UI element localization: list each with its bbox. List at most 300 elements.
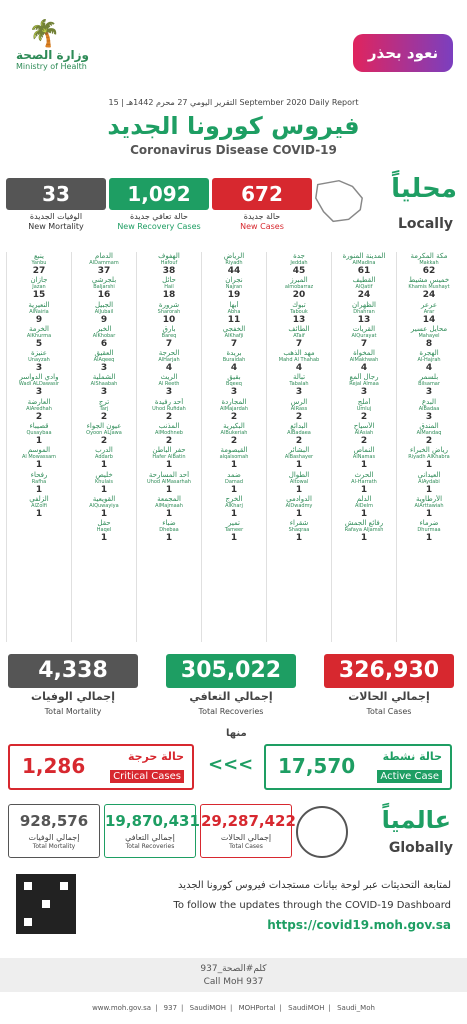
- city-name-en: Hail: [164, 284, 174, 291]
- city-name-ar: الرياض: [223, 252, 245, 260]
- city-name-en: Abha: [227, 308, 241, 315]
- city-name-ar: العيداني: [417, 470, 441, 479]
- city-count: 1: [35, 460, 43, 471]
- active-cases-value: 17,570: [278, 754, 356, 778]
- city-name-en: Najran: [225, 284, 243, 291]
- city-count: 1: [425, 533, 433, 544]
- city-name-en: AlBadaea: [287, 430, 311, 437]
- city-cell: [332, 398, 396, 422]
- critical-cases-value: 1,286: [22, 754, 86, 778]
- city-name-ar: أملج: [357, 397, 371, 406]
- global-recoveries-label-ar: إجمالي التعافي: [125, 833, 175, 842]
- city-cell: [202, 519, 266, 543]
- city-count: 15: [32, 290, 46, 301]
- city-name-ar: البدائع: [290, 422, 308, 431]
- city-name-en: Al-Harrath: [351, 478, 377, 485]
- city-name-ar: بقيق: [227, 373, 241, 382]
- city-cell: [202, 301, 266, 325]
- city-name-ar: القطيف: [352, 276, 376, 285]
- city-name-ar: الدرب: [95, 446, 113, 455]
- city-name-en: Tarj: [99, 405, 109, 412]
- city-name-ar: الحرجة: [158, 349, 180, 358]
- city-name-ar: رفحاء: [30, 470, 48, 479]
- total-mortality-label-ar: إجمالي الوفيات: [31, 690, 115, 703]
- city-name-ar: بلسمر: [419, 373, 439, 382]
- city-count: 1: [360, 533, 368, 544]
- city-name-en: AlQurayat: [351, 332, 377, 339]
- city-count: 1: [230, 508, 238, 519]
- city-count: 1: [360, 508, 368, 519]
- city-column: [201, 252, 266, 642]
- city-count: 14: [422, 314, 436, 325]
- city-name-ar: الهفوف: [158, 252, 180, 260]
- critical-cases-label-ar: حالة حرجة: [127, 750, 184, 763]
- city-count: 9: [35, 314, 43, 325]
- city-cell: [332, 422, 396, 446]
- city-count: 2: [360, 436, 368, 447]
- city-name-en: AlArttawiah: [414, 502, 444, 509]
- city-name-en: Dhahran: [353, 308, 375, 315]
- new-recovery-label: [109, 212, 209, 232]
- city-cell: [397, 349, 461, 373]
- city-count: 20: [292, 290, 306, 301]
- city-count: 1: [35, 484, 43, 495]
- city-name-en: AlMakhwah: [349, 357, 379, 364]
- youtube-link[interactable]: MOHPortal: [238, 1004, 276, 1012]
- report-date: التقرير اليومي 27 محرم 1442هـ | 15 September 2020 Daily Report: [108, 98, 359, 107]
- city-name-ar: بارق: [162, 324, 176, 333]
- city-name-en: Riyadh AlKhabra: [408, 454, 450, 461]
- city-name-en: AlDwadmy: [285, 502, 313, 509]
- city-name-ar: ضمد: [227, 470, 241, 479]
- city-name-ar: البكيرية: [223, 422, 245, 431]
- city-count: 61: [357, 266, 371, 276]
- city-name-ar: المجاردة: [221, 397, 247, 406]
- city-name-en: almobarraz: [284, 284, 314, 291]
- city-count: 2: [165, 436, 173, 447]
- globally-title-en: Globally: [388, 840, 453, 856]
- new-cases-label: [212, 212, 312, 232]
- city-name-en: AlAydabi: [418, 478, 440, 485]
- city-name-en: Yanbu: [31, 260, 47, 266]
- city-name-en: Rafha: [31, 478, 47, 485]
- city-count: 1: [100, 484, 108, 495]
- city-count: 1: [360, 484, 368, 495]
- city-cell: [332, 349, 396, 373]
- active-cases-box: [264, 744, 452, 790]
- city-name-ar: أبها: [229, 300, 239, 309]
- city-count: 2: [295, 436, 303, 447]
- city-name-en: AlDammam: [89, 260, 119, 266]
- city-name-en: Umluj: [356, 405, 372, 412]
- city-count: 4: [165, 363, 173, 374]
- city-count: 1: [230, 533, 238, 544]
- city-cell: [332, 519, 396, 543]
- city-name-en: AlBadaa: [418, 405, 440, 412]
- city-cell: [202, 422, 266, 446]
- city-name-en: Qusaybaa: [26, 430, 52, 437]
- city-count: 4: [425, 363, 433, 374]
- city-cell: [397, 422, 461, 446]
- new-mortality-label-ar: الوفيات الجديدة: [29, 212, 83, 221]
- city-name-ar: المذنب: [158, 422, 180, 431]
- title-ar: فيروس كورونا الجديد: [107, 112, 360, 140]
- city-count: 1: [165, 484, 173, 495]
- city-name-ar: البشائر: [288, 446, 310, 455]
- new-mortality-label-en: New Mortality: [28, 222, 84, 231]
- city-cases-grid: [6, 252, 461, 642]
- city-name-ar: النماص: [353, 446, 375, 455]
- city-name-ar: القويعية: [92, 494, 116, 503]
- city-name-en: AlMadina: [352, 260, 376, 266]
- city-count: 7: [165, 338, 173, 349]
- total-recoveries-value: 305,022: [166, 654, 296, 688]
- city-cell: [202, 446, 266, 470]
- city-cell: [137, 495, 201, 519]
- city-count: 3: [100, 363, 108, 374]
- city-count: 3: [295, 387, 303, 398]
- city-count: 1: [360, 460, 368, 471]
- city-name-en: Damad: [224, 478, 244, 485]
- new-cases-value: 672: [212, 178, 312, 210]
- city-cell: [72, 471, 136, 495]
- city-count: 3: [360, 387, 368, 398]
- global-recoveries-label-en: Total Recoveries: [125, 843, 175, 850]
- city-count: 4: [230, 363, 238, 374]
- city-count: 7: [360, 338, 368, 349]
- city-name-ar: الخرمة: [29, 324, 49, 333]
- city-name-en: Al Reeth: [158, 381, 180, 388]
- city-cell: [72, 325, 136, 349]
- city-name-en: AlNamas: [352, 454, 376, 461]
- city-name-en: Al Mowassam: [21, 454, 57, 461]
- city-cell: [202, 276, 266, 300]
- city-cell: [397, 519, 461, 543]
- critical-cases-box: [8, 744, 194, 790]
- total-cases-value: 326,930: [324, 654, 454, 688]
- global-recoveries-value: 19,870,431: [105, 812, 200, 830]
- city-count: 1: [425, 484, 433, 495]
- city-name-en: Tameer: [224, 527, 244, 534]
- city-count: 7: [295, 338, 303, 349]
- global-cases-label-ar: إجمالي الحالات: [220, 833, 272, 842]
- city-name-en: ATaif: [293, 332, 305, 339]
- city-name-en: Uhod AlMasarhah: [147, 478, 191, 485]
- city-name-ar: شقراء: [289, 519, 309, 528]
- city-cell: [267, 373, 331, 397]
- city-name-ar: بريدة: [226, 349, 242, 358]
- city-count: 2: [360, 411, 368, 422]
- city-name-en: AlAqeeq: [93, 357, 115, 364]
- city-name-ar: القيصومة: [220, 446, 248, 455]
- city-name-ar: الرس: [290, 397, 308, 406]
- phone-link[interactable]: 937: [163, 1004, 178, 1012]
- city-count: 1: [425, 460, 433, 471]
- city-count: 8: [425, 338, 433, 349]
- globally-title-ar: عالمياً: [381, 806, 451, 834]
- active-cases-label-ar: حالة نشطة: [382, 750, 442, 763]
- city-name-en: AlMajmaah: [155, 502, 183, 509]
- city-cell: [332, 276, 396, 300]
- global-cases-label-en: Total Cases: [229, 843, 263, 850]
- city-cell: [7, 276, 71, 300]
- city-cell: [202, 373, 266, 397]
- city-cell: [137, 252, 201, 276]
- city-name-ar: نجران: [225, 276, 243, 285]
- city-name-ar: المخواة: [353, 349, 375, 358]
- city-count: 1: [35, 436, 43, 447]
- new-mortality-label: [6, 212, 106, 232]
- city-cell: [137, 519, 201, 543]
- city-name-en: Baljarshi: [93, 284, 115, 291]
- city-name-en: Wadi ALDawasir: [18, 381, 60, 388]
- city-name-ar: البدع: [421, 397, 437, 406]
- city-cell: [137, 471, 201, 495]
- city-name-ar: قصيباء: [29, 422, 49, 431]
- arrows-icon: <<<: [208, 754, 254, 775]
- city-cell: [7, 301, 71, 325]
- city-name-en: AlBukeriah: [220, 430, 248, 437]
- city-cell: [7, 471, 71, 495]
- city-name-ar: مهد الذهب: [283, 349, 315, 358]
- global-mortality-label-ar: إجمالي الوفيات: [28, 833, 80, 842]
- city-name-ar: الزلفي: [29, 494, 49, 503]
- city-count: 2: [230, 411, 238, 422]
- city-count: 1: [165, 533, 173, 544]
- city-cell: [7, 446, 71, 470]
- city-name-ar: الموسم: [27, 446, 51, 455]
- city-cell: [202, 349, 266, 373]
- city-name-en: AlShaabah: [90, 381, 118, 388]
- city-cell: [72, 373, 136, 397]
- city-name-ar: شرورة: [158, 300, 180, 309]
- slogan-badge: نعود بحذر: [353, 34, 453, 72]
- city-cell: [72, 349, 136, 373]
- city-count: 1: [295, 460, 303, 471]
- city-name-ar: خميس مشيط: [408, 276, 450, 285]
- call-bar: [0, 958, 467, 992]
- city-count: 4: [295, 363, 303, 374]
- palm-icon: 🌴: [28, 19, 61, 49]
- title-en: Coronavirus Disease COVID-19: [130, 143, 337, 157]
- qr-code-icon[interactable]: [16, 874, 76, 934]
- city-cell: [72, 252, 136, 276]
- city-name-ar: ضرماء: [419, 519, 439, 528]
- city-cell: [7, 349, 71, 373]
- city-cell: [72, 422, 136, 446]
- city-name-ar: بلجرشي: [91, 276, 117, 285]
- city-cell: [202, 252, 266, 276]
- city-name-en: Dhurmaa: [417, 527, 441, 534]
- city-count: 1: [295, 533, 303, 544]
- dashboard-text-en: To follow the updates through the COVID-19 Dashboard: [173, 900, 451, 911]
- city-name-en: Shaqraa: [288, 527, 310, 534]
- city-cell: [202, 398, 266, 422]
- new-recovery-label-en: New Recovery Cases: [117, 222, 201, 231]
- call-text-ar: كلم#الصحة_937: [200, 964, 267, 974]
- city-name-en: Bareq: [161, 332, 177, 339]
- city-count: 1: [230, 460, 238, 471]
- city-name-ar: رجال ألمع: [349, 373, 379, 382]
- website-link[interactable]: www.moh.gov.sa: [92, 1004, 152, 1012]
- city-cell: [72, 495, 136, 519]
- city-cell: [397, 301, 461, 325]
- city-cell: [137, 276, 201, 300]
- city-column: [136, 252, 201, 642]
- city-name-en: Addarb: [95, 454, 113, 461]
- city-name-ar: حفر الباطن: [152, 446, 186, 455]
- new-recovery-value: 1,092: [109, 178, 209, 210]
- city-name-en: Buraidah: [222, 357, 246, 364]
- locally-title-ar: محلياً: [391, 174, 457, 204]
- city-name-ar: أحد رفيدة: [154, 397, 184, 406]
- city-name-en: Al-Hajrah: [417, 357, 441, 364]
- city-name-en: Dhebaa: [159, 527, 179, 534]
- city-count: 11: [227, 314, 241, 325]
- city-cell: [72, 398, 136, 422]
- city-name-ar: ينبع: [34, 252, 44, 260]
- city-cell: [267, 398, 331, 422]
- city-cell: [397, 276, 461, 300]
- city-name-en: AlDelm: [355, 502, 373, 509]
- city-cell: [72, 276, 136, 300]
- city-count: 24: [422, 290, 436, 301]
- city-name-ar: العارضة: [27, 397, 51, 406]
- city-name-ar: المندق: [419, 422, 439, 431]
- city-cell: [202, 325, 266, 349]
- city-count: 3: [100, 387, 108, 398]
- moh-name-ar: وزارة الصحة: [16, 48, 90, 62]
- city-name-en: Khulais: [94, 478, 114, 485]
- city-name-ar: عنيزة: [31, 349, 47, 358]
- global-mortality-value: 928,576: [19, 812, 89, 830]
- call-text-en: Call MoH 937: [203, 977, 264, 987]
- global-recoveries-box: [104, 804, 200, 858]
- saudi-map-icon: [310, 176, 368, 226]
- city-name-en: AlKhurma: [26, 332, 52, 339]
- snapchat-link[interactable]: Saudi_Moh: [337, 1004, 375, 1012]
- critical-cases-label-en: Critical Cases: [110, 770, 184, 783]
- city-name-ar: المجمعة: [157, 494, 181, 503]
- city-name-en: Uhod Rufidah: [152, 405, 186, 412]
- city-name-ar: حقل: [97, 519, 111, 528]
- city-count: 2: [165, 411, 173, 422]
- city-cell: [267, 471, 331, 495]
- city-name-en: AlAredhah: [26, 405, 52, 412]
- city-cell: [332, 495, 396, 519]
- new-cases-label-ar: حالة جديدة: [243, 212, 281, 221]
- city-name-en: Mahd Al Thahab: [278, 357, 320, 364]
- city-name-en: Riyadh: [225, 260, 243, 266]
- city-name-ar: الدمام: [95, 252, 113, 260]
- city-name-en: Oyoon ALJawa: [86, 430, 122, 437]
- city-count: 1: [295, 508, 303, 519]
- city-name-ar: الأرطاوية: [415, 494, 443, 503]
- global-cases-value: 29,287,422: [201, 812, 296, 830]
- city-cell: [332, 471, 396, 495]
- city-cell: [332, 446, 396, 470]
- city-cell: [267, 349, 331, 373]
- city-count: 13: [292, 314, 306, 325]
- city-count: 3: [425, 387, 433, 398]
- city-name-ar: تبالة: [292, 373, 306, 382]
- city-name-ar: الدلم: [356, 494, 372, 503]
- city-cell: [7, 519, 71, 543]
- city-count: 37: [97, 266, 111, 276]
- city-name-en: Rafaya Aljamsh: [344, 527, 384, 534]
- city-name-ar: الريث: [160, 373, 178, 382]
- city-cell: [137, 398, 201, 422]
- total-cases-label-en: Total Cases: [366, 707, 412, 716]
- city-cell: [137, 446, 201, 470]
- city-name-ar: الأسياح: [353, 422, 375, 431]
- city-name-en: AlKhafji: [224, 332, 244, 339]
- city-name-ar: المبرز: [290, 276, 308, 285]
- city-name-ar: ترج: [98, 397, 110, 406]
- city-count: 3: [35, 387, 43, 398]
- city-name-en: AlAsiah: [354, 430, 374, 437]
- city-name-ar: الطائف: [288, 324, 310, 333]
- city-count: 1: [230, 484, 238, 495]
- city-cell: [267, 301, 331, 325]
- city-cell: [7, 398, 71, 422]
- city-name-ar: خليص: [95, 470, 113, 479]
- city-name-ar: الخبر: [96, 324, 112, 333]
- city-cell: [267, 519, 331, 543]
- instagram-link[interactable]: SaudiMOH: [288, 1004, 325, 1012]
- city-cell: [7, 422, 71, 446]
- city-count: 1: [425, 508, 433, 519]
- city-name-en: Mahayel: [418, 332, 440, 339]
- city-name-en: Makkah: [419, 260, 439, 266]
- city-count: 1: [100, 460, 108, 471]
- city-name-ar: الحرث: [354, 470, 374, 479]
- city-name-en: Jazan: [32, 284, 46, 291]
- city-name-en: Hafer AlBatin: [152, 454, 186, 461]
- dashboard-link[interactable]: https://covid19.moh.gov.sa: [267, 918, 451, 932]
- city-count: 19: [227, 290, 241, 301]
- city-name-en: Arar: [423, 308, 435, 315]
- city-name-ar: تمير: [228, 519, 240, 528]
- city-count: 2: [295, 411, 303, 422]
- twitter-link[interactable]: SaudiMOH: [189, 1004, 227, 1012]
- city-count: 10: [162, 314, 176, 325]
- city-cell: [137, 325, 201, 349]
- city-count: 5: [35, 338, 43, 349]
- city-name-en: Bilsamar: [418, 381, 440, 388]
- city-name-ar: الشملية: [92, 373, 116, 382]
- total-mortality-label-en: Total Mortality: [44, 707, 102, 716]
- city-name-ar: الجبيل: [94, 300, 114, 309]
- city-cell: [397, 495, 461, 519]
- city-count: 1: [165, 460, 173, 471]
- city-name-ar: الدوادمي: [286, 494, 312, 503]
- city-cell: [397, 252, 461, 276]
- new-cases-label-en: New Cases: [240, 222, 284, 231]
- dashboard-text-ar: لمتابعة التحديثات عبر لوحة بيانات مستجدات فيروس كورونا الجديد: [178, 880, 451, 891]
- city-name-ar: ضباء: [162, 519, 176, 528]
- city-name-ar: عيون الجواء: [86, 422, 122, 431]
- city-count: 44: [227, 266, 241, 276]
- city-count: 2: [230, 436, 238, 447]
- city-name-ar: جازان: [30, 276, 48, 285]
- city-name-en: Sharorah: [157, 308, 181, 315]
- city-count: 16: [97, 290, 111, 301]
- city-count: 4: [360, 363, 368, 374]
- city-count: 62: [422, 266, 436, 276]
- city-count: 6: [100, 338, 108, 349]
- city-count: 1: [35, 508, 43, 519]
